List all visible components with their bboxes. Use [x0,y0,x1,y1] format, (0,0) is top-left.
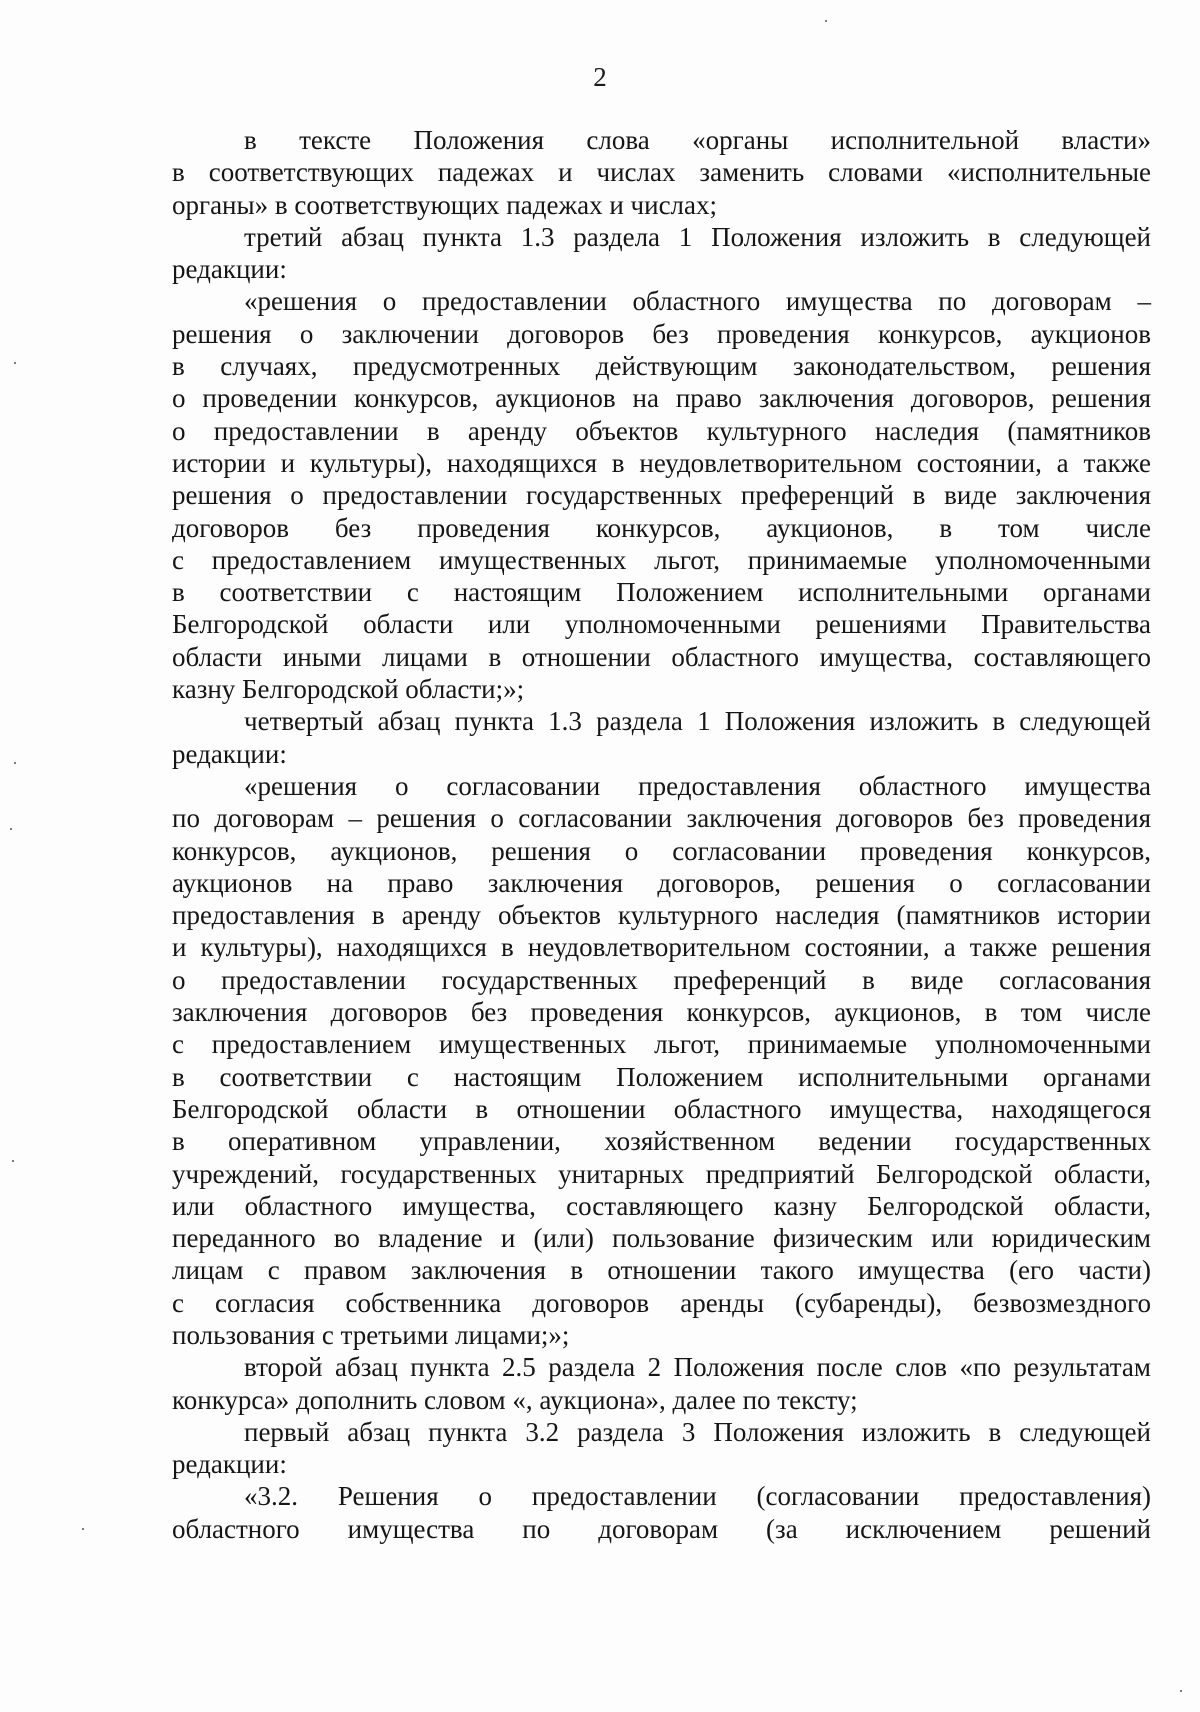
scan-speck [14,762,16,764]
text-line: области иными лицами в отношении областного имущества, составляющего [172,641,1151,672]
text-line: третий абзац пункта 1.3 раздела 1 Положения изложить в следующей [244,221,1151,252]
paragraph [172,285,1151,705]
text-line: о предоставлении государственных преференций в виде согласования [172,964,1151,995]
scan-speck [82,1528,84,1530]
paragraph [172,1480,1151,1545]
text-line: истории и культуры), находящихся в неудовлетворительном состоянии, а также [172,447,1151,478]
text-line: в соответствии с настоящим Положением исполнительными органами [172,577,1151,608]
scan-speck [14,362,16,364]
paragraph [172,705,1151,770]
text-line: предоставления в аренду объектов культурного наследия (памятников истории [172,900,1151,931]
document-body [172,124,1151,1545]
scan-speck [12,1160,14,1162]
text-line: редакции: [172,738,287,769]
paragraph [172,221,1151,286]
paragraph [172,770,1151,1351]
text-line: в случаях, предусмотренных действующим законодательством, решения [172,351,1151,382]
text-line: первый абзац пункта 3.2 раздела 3 Положения изложить в следующей [244,1416,1151,1447]
text-line: аукционов на право заключения договоров, решения о согласовании [172,867,1151,898]
text-line: по договорам – решения о согласовании заключения договоров без проведения [172,803,1151,834]
scan-speck [1180,1690,1182,1692]
text-line: редакции: [172,254,287,285]
text-line: органы» в соответствующих падежах и числах; [172,189,718,220]
text-line: редакции: [172,1449,287,1480]
text-line: с предоставлением имущественных льгот, принимаемые уполномоченными [172,1029,1151,1060]
text-line: казну Белгородской области;»; [172,674,525,705]
text-line: «решения о согласовании предоставления областного имущества [244,770,1151,801]
text-line: конкурсов, аукционов, решения о согласовании проведения конкурсов, [172,835,1151,866]
text-line: четвертый абзац пункта 1.3 раздела 1 Положения изложить в следующей [244,706,1151,737]
page-number: 2 [593,62,607,92]
text-line: второй абзац пункта 2.5 раздела 2 Положения после слов «по результатам [244,1352,1151,1383]
text-line: решения о заключении договоров без проведения конкурсов, аукционов [172,318,1151,349]
text-line: с предоставлением имущественных льгот, принимаемые уполномоченными [172,544,1151,575]
text-line: в тексте Положения слова «органы исполнительной власти» [244,125,1151,155]
paragraph [172,1416,1151,1481]
text-line: в оперативном управлении, хозяйственном ведении государственных [172,1126,1151,1157]
text-line: «решения о предоставлении областного имущества по договорам – [244,286,1151,317]
text-line: учреждений, государственных унитарных предприятий Белгородской области, [172,1158,1151,1189]
text-line: переданного во владение и (или) пользование физическим или юридическим [172,1223,1151,1254]
paragraph [172,124,1151,221]
text-line: областного имущества по договорам (за исключением решений [172,1513,1151,1544]
text-line: решения о предоставлении государственных преференций в виде заключения [172,480,1151,511]
text-line: пользования с третьими лицами;»; [172,1319,570,1350]
text-line: «3.2. Решения о предоставлении (согласовании предоставления) [244,1481,1151,1512]
text-line: и культуры), находящихся в неудовлетворительном состоянии, а также решения [172,932,1151,963]
scan-speck [10,828,12,830]
text-line: о проведении конкурсов, аукционов на право заключения договоров, решения [172,383,1151,414]
scan-speck [825,20,827,22]
text-line: заключения договоров без проведения конкурсов, аукционов, в том числе [172,997,1151,1028]
text-line: о предоставлении в аренду объектов культурного наследия (памятников [172,415,1151,446]
text-line: конкурса» дополнить словом «, аукциона», далее по тексту; [172,1384,858,1415]
text-line: в соответствии с настоящим Положением исполнительными органами [172,1061,1151,1092]
text-line: Белгородской области или уполномоченными решениями Правительства [172,609,1151,640]
text-line: или областного имущества, составляющего казну Белгородской области, [172,1190,1151,1221]
text-line: договоров без проведения конкурсов, аукционов, в том числе [172,512,1151,543]
paragraph [172,1351,1151,1416]
text-line: лицам с правом заключения в отношении такого имущества (его части) [172,1255,1151,1286]
text-line: с согласия собственника договоров аренды (субаренды), безвозмездного [172,1287,1151,1318]
text-line: Белгородской области в отношении областного имущества, находящегося [172,1093,1151,1124]
text-line: в соответствующих падежах и числах заменить словами «исполнительные [172,157,1151,188]
